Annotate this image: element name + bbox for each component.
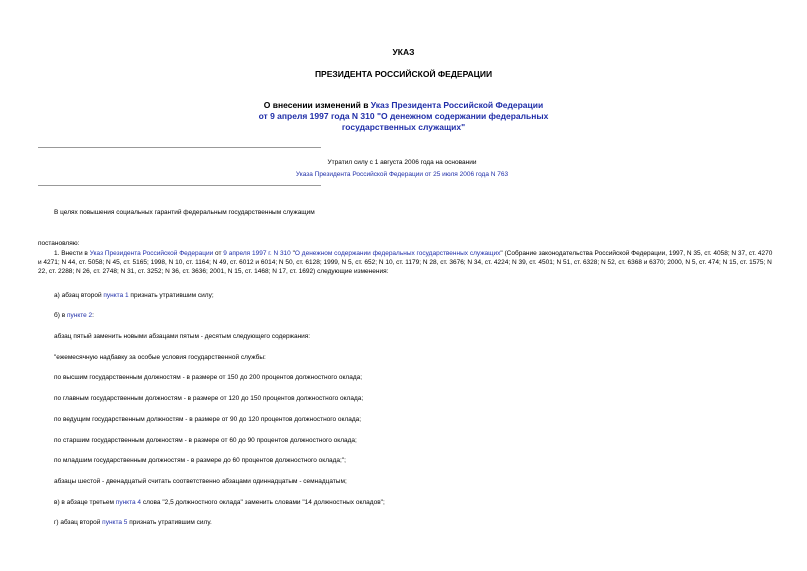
preamble: В целях повышения социальных гарантий федеральным государственным служащим xyxy=(54,209,315,216)
subitem-v-link[interactable]: пункта 4 xyxy=(115,499,142,506)
item-1-link-date[interactable]: 9 апреля 1997 г. N 310 xyxy=(223,250,291,257)
paragraph-b2: "ежемесячную надбавку за особые условия государственной службы: xyxy=(54,354,266,361)
paragraph-b6: по старшим государственным должностям - в размере от 60 до 90 процентов должностного оклада; xyxy=(54,437,357,444)
subitem-v-post: слова "2,5 должностного оклада" заменить словами "14 должностных окладов"; xyxy=(141,499,385,506)
bottom-divider xyxy=(38,185,321,186)
item-1-text-a: 1. Внести в xyxy=(54,250,90,257)
paragraph-b4: по главным государственным должностям - в размере от 120 до 150 процентов должностного оклада; xyxy=(54,395,364,402)
subitem-a-pre: а) абзац второй xyxy=(54,292,104,299)
subitem-b xyxy=(38,311,773,320)
paragraph-b1: абзац пятый заменить новыми абзацами пятым - десятым следующего содержания: xyxy=(54,333,311,340)
subitem-b-link[interactable]: пункте 2 xyxy=(66,312,93,319)
item-1-link-decree[interactable]: Указ Президента Российской Федерации xyxy=(89,250,214,257)
decree-heading: УКАЗ xyxy=(392,47,415,57)
title-link[interactable]: Указ Президента Российской Федерации xyxy=(370,100,544,110)
postanovlyau: постановляю: xyxy=(38,240,80,247)
subitem-g-post: признать утратившим силу. xyxy=(127,519,212,526)
document-title xyxy=(0,100,807,133)
subitem-g-link[interactable]: пункта 5 xyxy=(102,519,128,526)
subitem-v xyxy=(38,498,773,507)
item-1 xyxy=(38,249,773,276)
decree-issuer: ПРЕЗИДЕНТА РОССИЙСКОЙ ФЕДЕРАЦИИ xyxy=(314,69,493,79)
paragraph-b7: по младшим государственным должностям - в размере до 60 процентов должностного оклада;"; xyxy=(54,457,346,464)
item-1-text-c: " xyxy=(290,250,295,257)
subitem-b-post: : xyxy=(92,312,94,319)
repeal-note-text: Утратил силу с 1 августа 2006 года на основании xyxy=(327,159,477,166)
paragraph-b5: по ведущим государственным должностям - в размере от 90 до 120 процентов должностного оклада; xyxy=(54,416,362,423)
subitem-a-link[interactable]: пункта 1 xyxy=(103,292,129,299)
subitem-b-pre: б) в xyxy=(54,312,67,319)
title-prefix: О внесении изменений в xyxy=(263,100,371,110)
paragraph-b3: по высшим государственным должностям - в размере от 150 до 200 процентов должностного оклада; xyxy=(54,374,363,381)
subitem-g-pre: г) абзац второй xyxy=(54,519,103,526)
title-link-line3[interactable]: государственных служащих" xyxy=(341,122,466,132)
title-link-line2[interactable]: от 9 апреля 1997 года N 310 "О денежном содержании федеральных xyxy=(258,111,549,121)
subitem-g xyxy=(38,518,773,527)
repeal-note xyxy=(38,157,766,181)
item-1-text-d: " (Собрание законодательства Российской Федерации, 1997, N 35, ст. 4058; N 37, ст. 4270 и 4271; N 44, ст. 5058; N 45, ст. 5165; 1998, N 10, ст. 1164; N 49, ст. 6012 и 6014; N 50, ст. 6128; 1999, N 5, ст. 652; N 10, ст. 1179; N 28, ст. 3676; N 34, ст. 4224; N 39, ст. 4501; N 51, ст. 6328; N 52, ст. 6368 и 6370; 2000, N 5, ст. 474; N 15, ст. 1575; N 22, ст. 2288; N 26, ст. 2748; N 31, ст. 3252; N 36, ст. 3636; 2001, N 15, ст. 1468; N 17, ст. 1692) следующие изменения: xyxy=(38,250,773,275)
subitem-a-post: признать утратившим силу; xyxy=(128,292,214,299)
item-1-link-title[interactable]: О денежном содержании федеральных государственных служащих xyxy=(294,250,501,257)
repeal-note-link[interactable]: Указа Президента Российской Федерации от 25 июля 2006 года N 763 xyxy=(295,171,509,178)
item-1-text-b: от xyxy=(213,250,224,257)
subitem-v-pre: в) в абзаце третьем xyxy=(54,499,116,506)
subitem-a xyxy=(38,291,773,300)
paragraph-b8: абзацы шестой - двенадцатый считать соответственно абзацами одиннадцатым - семнадцатым; xyxy=(54,478,347,485)
top-divider xyxy=(38,147,321,148)
